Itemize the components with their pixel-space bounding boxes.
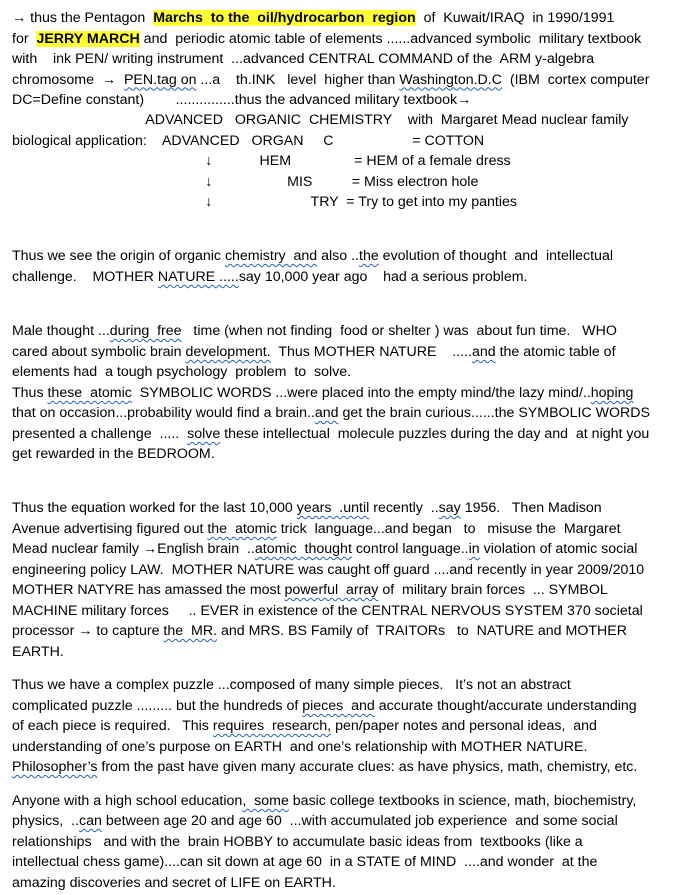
text-run: challenge. MOTHER xyxy=(12,269,158,285)
spellcheck-underlined-text: solve xyxy=(187,426,221,442)
text-run: of military brain forces ... SYMBOL xyxy=(378,582,608,598)
text-line xyxy=(12,110,629,131)
text-line xyxy=(12,70,649,91)
text-run: control language.. xyxy=(351,541,469,557)
text-run: Thus the equation worked for the last 10,000 xyxy=(12,500,297,516)
text-line xyxy=(12,852,597,873)
text-run: evolution of thought and intellectual xyxy=(378,248,613,264)
text-run: of Kuwait/IRAQ in 1990/1991 xyxy=(415,10,615,26)
spellcheck-underlined-text: say xyxy=(438,500,461,516)
text-line xyxy=(12,601,643,622)
text-run: ↓ MIS = Miss electron hole xyxy=(12,173,479,190)
text-run: Thus xyxy=(12,385,48,401)
text-line xyxy=(12,362,351,383)
text-run: accurate thought/accurate understanding xyxy=(374,698,637,714)
text-line xyxy=(12,757,637,778)
spellcheck-underlined-text: years .until xyxy=(296,500,370,516)
spellcheck-underlined-text: during free xyxy=(109,323,182,339)
text-run: with ink PEN/ writing instrument ...advanced CENTRAL COMMAND of the ARM y-algebra xyxy=(12,51,595,67)
text-run: also .. xyxy=(317,248,359,264)
text-line xyxy=(12,791,636,812)
spellcheck-underlined-text: NATURE ..... xyxy=(157,269,239,285)
text-run: biological application: ADVANCED ORGAN C = COTTON xyxy=(12,133,485,149)
text-run: DC=Define constant) ...............thus the advanced military textbook→ xyxy=(12,92,472,108)
highlighted-text: JERRY MARCH xyxy=(36,30,140,47)
spellcheck-underlined-text: powerful array xyxy=(284,582,379,598)
spellcheck-underlined-text: can xyxy=(79,813,102,829)
text-line xyxy=(12,383,633,404)
spellcheck-underlined-text: , some xyxy=(242,793,289,809)
text-line xyxy=(12,403,650,424)
text-run: amazing discoveries and secret of LIFE on EARTH. xyxy=(12,875,336,891)
spellcheck-underlined-text: these atomic xyxy=(47,385,132,401)
text-run: EARTH. xyxy=(12,644,64,660)
text-run: these intellectual molecule puzzles during the day and at night you xyxy=(220,426,650,442)
text-run: complicated puzzle ......... but the hundreds of xyxy=(12,698,303,714)
text-line xyxy=(12,192,517,213)
text-line xyxy=(12,716,597,737)
text-line xyxy=(12,737,587,758)
text-run: ...a th.INK level higher than xyxy=(196,71,400,88)
text-run: → thus the Pentagon xyxy=(12,10,154,26)
text-run: processor → to capture xyxy=(12,623,164,639)
text-run: SYMBOLIC WORDS ...were placed into the empty mind/the lazy mind/.. xyxy=(131,385,591,401)
spellcheck-underlined-text: the atomic xyxy=(207,521,277,537)
text-line xyxy=(12,621,627,642)
text-line xyxy=(12,811,618,832)
text-line xyxy=(12,498,602,519)
text-run: between age 20 and age 60 ...with accumulated job experience and some social xyxy=(101,813,618,829)
text-run: violation of atomic social xyxy=(479,541,638,557)
text-run: Mead nuclear family →English brain .. xyxy=(12,541,255,557)
text-line xyxy=(12,560,644,581)
text-run: presented a challenge ..... xyxy=(12,426,188,442)
text-run: intellectual chess game)....can sit down at age 60 in a STATE of MIND ....and wonder at the xyxy=(12,854,598,870)
text-run: recently .. xyxy=(369,500,439,516)
text-run: trick language...and began to misuse the Margaret xyxy=(276,521,621,537)
text-run: chromosome → xyxy=(12,71,124,88)
text-run: relationships and with the brain HOBBY to accumulate basic ideas from textbooks (like a xyxy=(12,834,583,850)
spellcheck-underlined-text: chemistry and xyxy=(224,248,318,264)
text-line xyxy=(12,696,637,717)
text-run: elements had a tough psychology problem to solve. xyxy=(12,364,352,380)
text-run: understanding of one’s purpose on EARTH and one’s relationship with MOTHER NATURE. xyxy=(12,739,588,755)
text-line xyxy=(12,444,215,465)
text-line xyxy=(12,49,594,70)
text-line xyxy=(12,519,621,540)
spellcheck-underlined-text: and xyxy=(471,344,496,360)
text-line xyxy=(12,8,614,29)
text-run: 1956. Then Madison xyxy=(460,500,602,516)
spellcheck-underlined-text: and xyxy=(314,405,339,421)
text-line xyxy=(12,580,608,601)
text-line xyxy=(12,424,649,445)
text-line xyxy=(12,172,478,193)
text-run: Avenue advertising figured out xyxy=(12,521,208,537)
text-line xyxy=(12,873,336,894)
text-line xyxy=(12,90,471,111)
text-run: the atomic table of xyxy=(495,344,616,360)
spellcheck-underlined-text: PEN.tag on xyxy=(123,71,197,88)
text-run: (IBM cortex computer xyxy=(501,71,650,88)
spellcheck-underlined-text: the MR. xyxy=(163,623,218,639)
text-line xyxy=(12,29,641,50)
text-run: engineering policy LAW. MOTHER NATURE was caught off guard ....and recently in year 2009/2010 xyxy=(12,562,645,578)
text-run: ADVANCED ORGANIC CHEMISTRY with Margaret Mead nuclear family xyxy=(12,112,629,128)
text-line xyxy=(12,267,527,288)
text-run: time (when not finding food or shelter ) was about fun time. WHO xyxy=(181,323,617,339)
text-run: MACHINE military forces .. EVER in existence of the CENTRAL NERVOUS SYSTEM 370 societal xyxy=(12,603,643,619)
spellcheck-underlined-text: development. xyxy=(185,344,271,360)
spellcheck-underlined-text: Washington.D.C xyxy=(399,71,502,88)
text-line xyxy=(12,342,616,363)
text-run: ↓ TRY = Try to get into my panties xyxy=(12,194,517,210)
text-run: and MRS. BS Family of TRAITORs to NATURE and MOTHER xyxy=(217,623,627,639)
text-run: Male thought ... xyxy=(12,323,110,339)
text-run: say 10,000 year ago had a serious problem. xyxy=(238,269,528,285)
text-run: that on occasion...probability would find a brain.. xyxy=(12,405,315,421)
text-run: get the brain curious......the SYMBOLIC WORDS xyxy=(338,405,650,421)
spellcheck-underlined-text: pieces and xyxy=(302,698,375,714)
text-run: and periodic atomic table of elements ......advanced symbolic military textbook xyxy=(139,30,642,47)
text-run: Anyone with a high school education xyxy=(12,793,243,809)
text-line xyxy=(12,131,484,152)
text-line xyxy=(12,246,613,267)
text-run: pen/paper notes and personal ideas, and xyxy=(331,718,597,734)
text-run: ↓ HEM = HEM of a female dress xyxy=(12,153,511,169)
spellcheck-underlined-text: in xyxy=(468,541,480,557)
text-line xyxy=(12,675,571,696)
text-run: basic college textbooks in science, math, biochemistry, xyxy=(288,793,637,809)
text-line xyxy=(12,539,637,560)
text-run: get rewarded in the BEDROOM. xyxy=(12,446,215,462)
text-run: Thus we see the origin of organic xyxy=(12,248,225,264)
text-run: MOTHER NATYRE has amassed the most xyxy=(12,582,285,598)
text-line xyxy=(12,321,617,342)
text-run: from the past have given many accurate clues: as have physics, math, chemistry, etc. xyxy=(97,759,638,775)
text-line xyxy=(12,642,64,663)
spellcheck-underlined-text: hoping xyxy=(590,385,634,401)
text-run: Thus we have a complex puzzle ...composed of many simple pieces. It’s not an abstract xyxy=(12,677,571,693)
highlighted-text: Marchs to the oil/hydrocarbon region xyxy=(153,10,416,26)
spellcheck-underlined-text: the xyxy=(359,248,379,264)
text-line xyxy=(12,151,511,172)
text-run: of each piece is required. This xyxy=(12,718,213,734)
text-run: for xyxy=(12,30,37,47)
text-run: physics, .. xyxy=(12,813,80,829)
text-line xyxy=(12,832,583,853)
spellcheck-underlined-text: Philosopher’s xyxy=(12,759,98,775)
text-run: Thus MOTHER NATURE ..... xyxy=(270,344,472,360)
spellcheck-underlined-text: atomic thought xyxy=(254,541,352,557)
spellcheck-underlined-text: requires research, xyxy=(212,718,332,734)
text-run: cared about symbolic brain xyxy=(12,344,186,360)
